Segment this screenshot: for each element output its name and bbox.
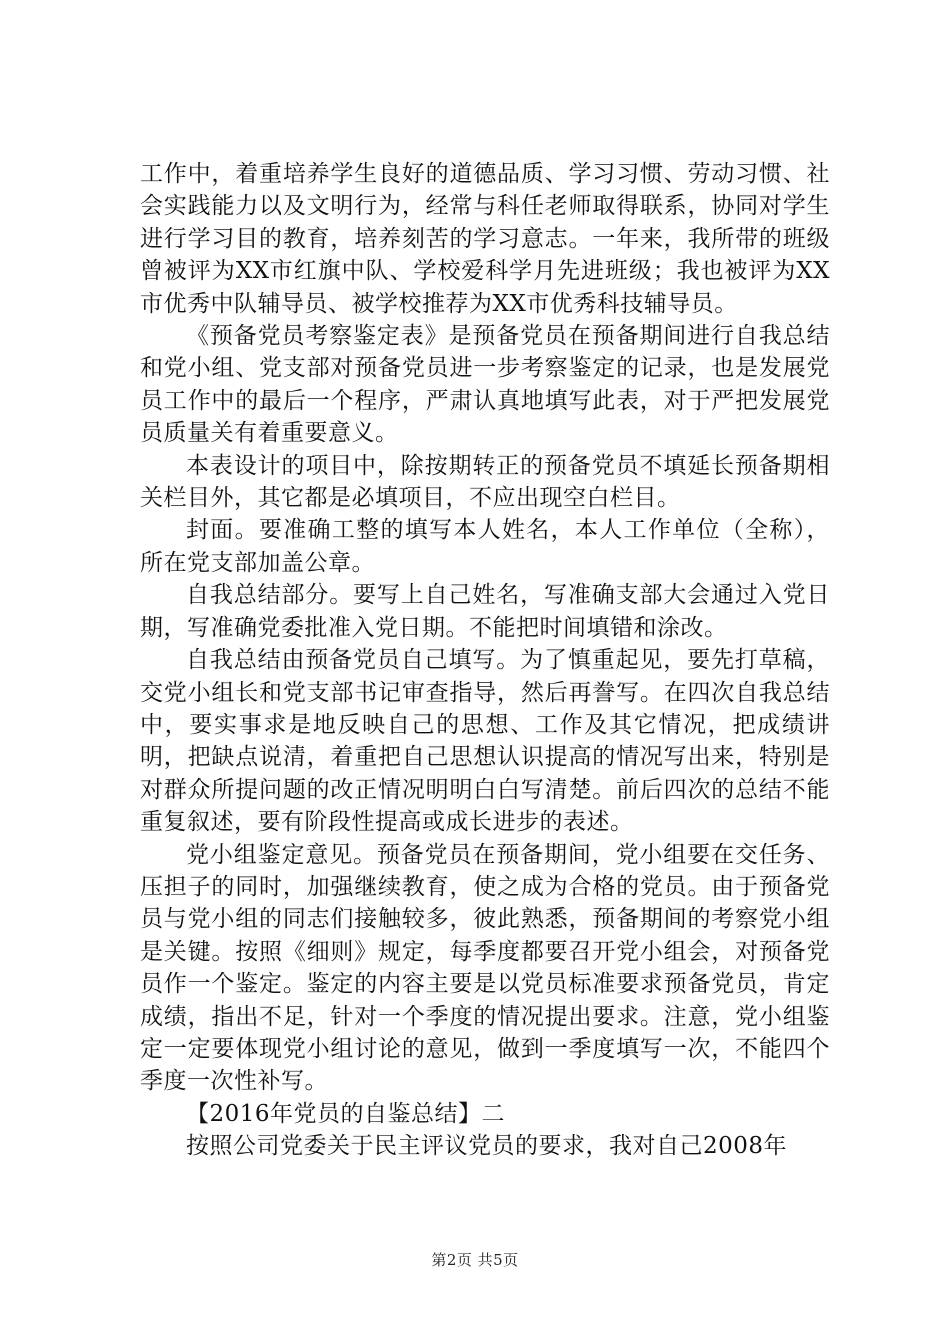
page-footer: 第2页 共5页 [431,1251,519,1269]
paragraph-5: 自我总结部分。要写上自己姓名，写准确支部大会通过入党日期，写准确党委批准入党日期。不能把时间填错和涂改。 [140,582,830,641]
paragraph-1: 工作中，着重培养学生良好的道德品质、学习习惯、劳动习惯、社会实践能力以及文明行为，经常与科任老师取得联系，协同对学生进行学习目的教育，培养刻苦的学习意志。一年来，我所带的班级曾被评为XX市红旗中队、学校爱科学月先进班级；我也被评为XX市优秀中队辅导员、被学校推荐为XX市优秀科技辅导员。 [140,161,830,317]
paragraph-8: 按照公司党委关于民主评议党员的要求，我对自己2008年 [186,1133,788,1160]
document-body [140,158,830,1163]
paragraph-2: 《预备党员考察鉴定表》是预备党员在预备期间进行自我总结和党小组、党支部对预备党员进一步考察鉴定的记录，也是发展党员工作中的最后一个程序，严肃认真地填写此表，对于严把发展党员质量关有着重要意义。 [140,323,830,447]
paragraph-4: 封面。要准确工整的填写本人姓名，本人工作单位（全称），所在党支部加盖公章。 [140,517,830,576]
paragraph-3: 本表设计的项目中，除按期转正的预备党员不填延长预备期相关栏目外，其它都是必填项目，不应出现空白栏目。 [140,452,830,512]
section-heading: 【2016年党员的自鉴总结】二 [186,1100,506,1127]
paragraph-7: 党小组鉴定意见。预备党员在预备期间，党小组要在交任务、压担子的同时，加强继续教育，使之成为合格的党员。由于预备党员与党小组的同志们接触较多，彼此熟悉，预备期间的考察党小组是关键。按照《细则》规定，每季度都要召开党小组会，对预备党员作一个鉴定。鉴定的内容主要是以党员标准要求预备党员，肯定成绩，指出不足，针对一个季度的情况提出要求。注意，党小组鉴定一定要体现党小组讨论的意见，做到一季度填写一次，不能四个季度一次性补写。 [140,841,830,1095]
paragraph-6: 自我总结由预备党员自己填写。为了慎重起见，要先打草稿，交党小组长和党支部书记审查指导，然后再誊写。在四次自我总结中，要实事求是地反映自己的思想、工作及其它情况，把成绩讲明，把缺点说清，着重把自己思想认识提高的情况写出来，特别是对群众所提问题的改正情况明明白白写清楚。前后四次的总结不能重复叙述，要有阶段性提高或成长进步的表述。 [140,647,830,836]
